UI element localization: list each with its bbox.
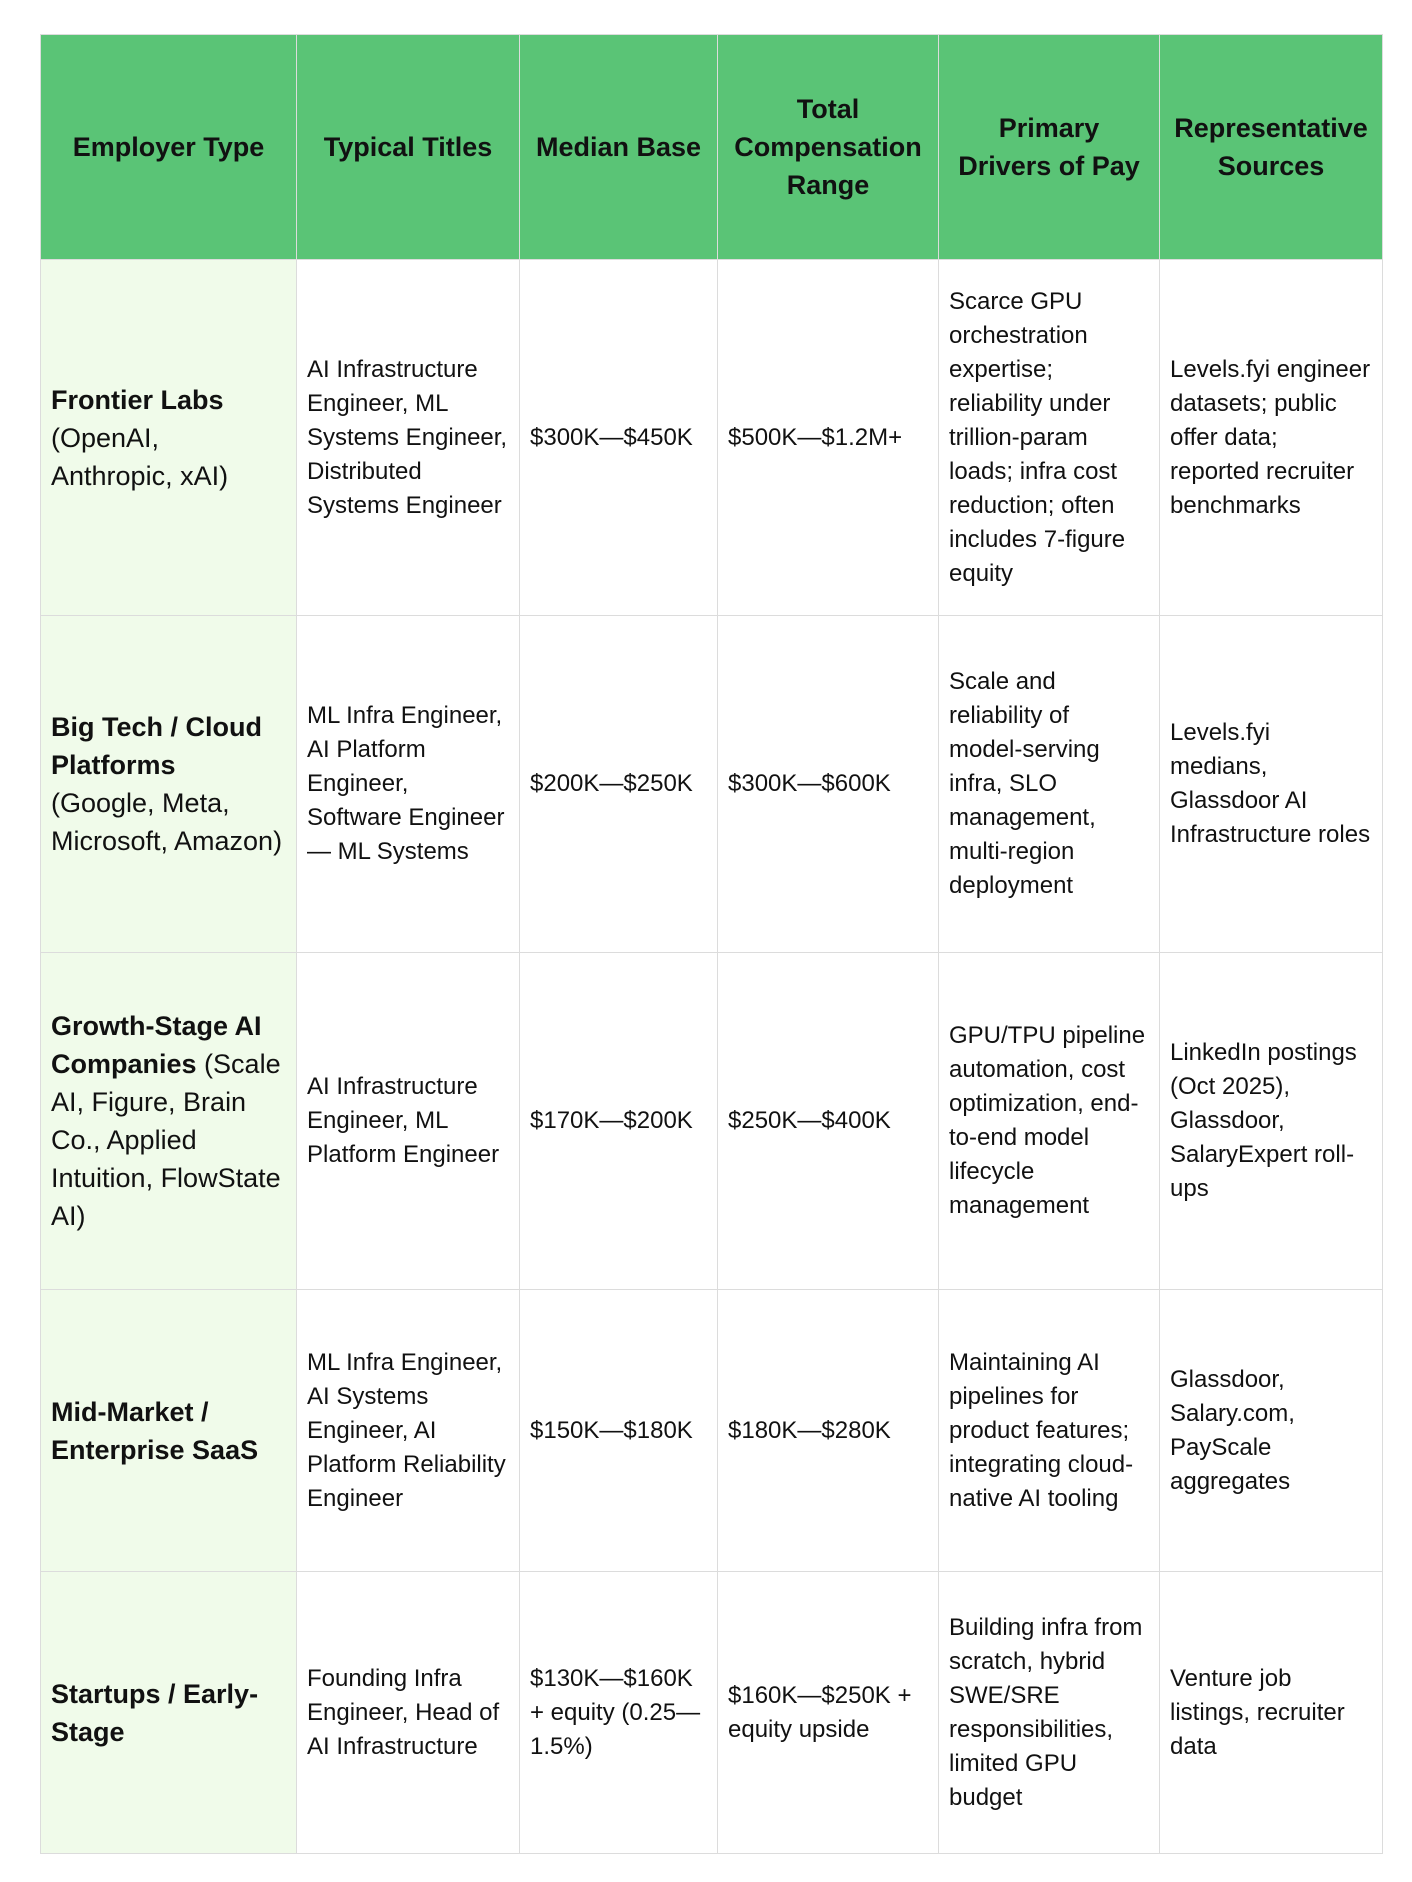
table-row <box>41 1290 1383 1572</box>
drivers-cell: Maintaining AI pipelines for product features; integrating cloud-native AI tooling <box>939 1290 1160 1572</box>
employer-type-cell <box>41 616 297 953</box>
table-row <box>41 953 1383 1290</box>
compensation-table <box>40 34 1383 1854</box>
header-employer-type: Employer Type <box>41 35 297 260</box>
employer-type-name: Growth-Stage AI Companies <box>51 1011 262 1079</box>
header-total-compensation-range: Total Compensation Range <box>718 35 939 260</box>
typical-titles-cell: AI Infrastructure Engineer, ML Platform Engineer <box>297 953 520 1290</box>
employer-type-name: Mid-Market / Enterprise SaaS <box>51 1396 259 1465</box>
header-typical-titles: Typical Titles <box>297 35 520 260</box>
header-primary-drivers-of-pay: Primary Drivers of Pay <box>939 35 1160 260</box>
employer-type-cell <box>41 953 297 1290</box>
median-base-cell: $150K—$180K <box>520 1290 718 1572</box>
employer-type-name: Big Tech / Cloud Platforms <box>51 712 262 780</box>
header-row <box>41 35 1383 260</box>
typical-titles-cell: ML Infra Engineer, AI Systems Engineer, AI Platform Reliability Engineer <box>297 1290 520 1572</box>
sources-cell: Glassdoor, Salary.com, PayScale aggregates <box>1160 1290 1383 1572</box>
total-comp-cell: $500K—$1.2M+ <box>718 260 939 616</box>
drivers-cell: GPU/TPU pipeline automation, cost optimization, end-to-end model lifecycle management <box>939 953 1160 1290</box>
drivers-cell: Building infra from scratch, hybrid SWE/SRE responsibilities, limited GPU budget <box>939 1572 1160 1854</box>
sources-cell: LinkedIn postings (Oct 2025), Glassdoor, SalaryExpert roll-ups <box>1160 953 1383 1290</box>
typical-titles-cell: AI Infrastructure Engineer, ML Systems Engineer, Distributed Systems Engineer <box>297 260 520 616</box>
median-base-cell: $130K—$160K + equity (0.25—1.5%) <box>520 1572 718 1854</box>
drivers-cell: Scarce GPU orchestration expertise; reliability under trillion-param loads; infra cost reduction; often includes 7-figure equity <box>939 260 1160 616</box>
typical-titles-cell: Founding Infra Engineer, Head of AI Infrastructure <box>297 1572 520 1854</box>
sources-cell: Levels.fyi engineer datasets; public offer data; reported recruiter benchmarks <box>1160 260 1383 616</box>
total-comp-cell: $300K—$600K <box>718 616 939 953</box>
drivers-cell: Scale and reliability of model-serving infra, SLO management, multi-region deployment <box>939 616 1160 953</box>
table-row <box>41 1572 1383 1854</box>
total-comp-cell: $250K—$400K <box>718 953 939 1290</box>
employer-type-cell <box>41 1572 297 1854</box>
total-comp-cell: $180K—$280K <box>718 1290 939 1572</box>
total-comp-cell: $160K—$250K + equity upside <box>718 1572 939 1854</box>
sources-cell: Venture job listings, recruiter data <box>1160 1572 1383 1854</box>
typical-titles-cell: ML Infra Engineer, AI Platform Engineer, Software Engineer — ML Systems <box>297 616 520 953</box>
median-base-cell: $200K—$250K <box>520 616 718 953</box>
table-row <box>41 260 1383 616</box>
header-representative-sources: Representative Sources <box>1160 35 1383 260</box>
employer-type-name: Startups / Early-Stage <box>51 1678 259 1747</box>
median-base-cell: $300K—$450K <box>520 260 718 616</box>
employer-type-cell <box>41 260 297 616</box>
employer-type-cell <box>41 1290 297 1572</box>
header-median-base: Median Base <box>520 35 718 260</box>
table-row <box>41 616 1383 953</box>
employer-type-name: Frontier Labs <box>51 384 224 415</box>
employer-type-examples: (Google, Meta, Microsoft, Amazon) <box>51 788 283 856</box>
sources-cell: Levels.fyi medians, Glassdoor AI Infrastructure roles <box>1160 616 1383 953</box>
employer-type-examples: (OpenAI, Anthropic, xAI) <box>51 422 229 491</box>
median-base-cell: $170K—$200K <box>520 953 718 1290</box>
employer-type-examples: (Scale AI, Figure, Brain Co., Applied Intuition, FlowState AI) <box>51 1049 281 1231</box>
